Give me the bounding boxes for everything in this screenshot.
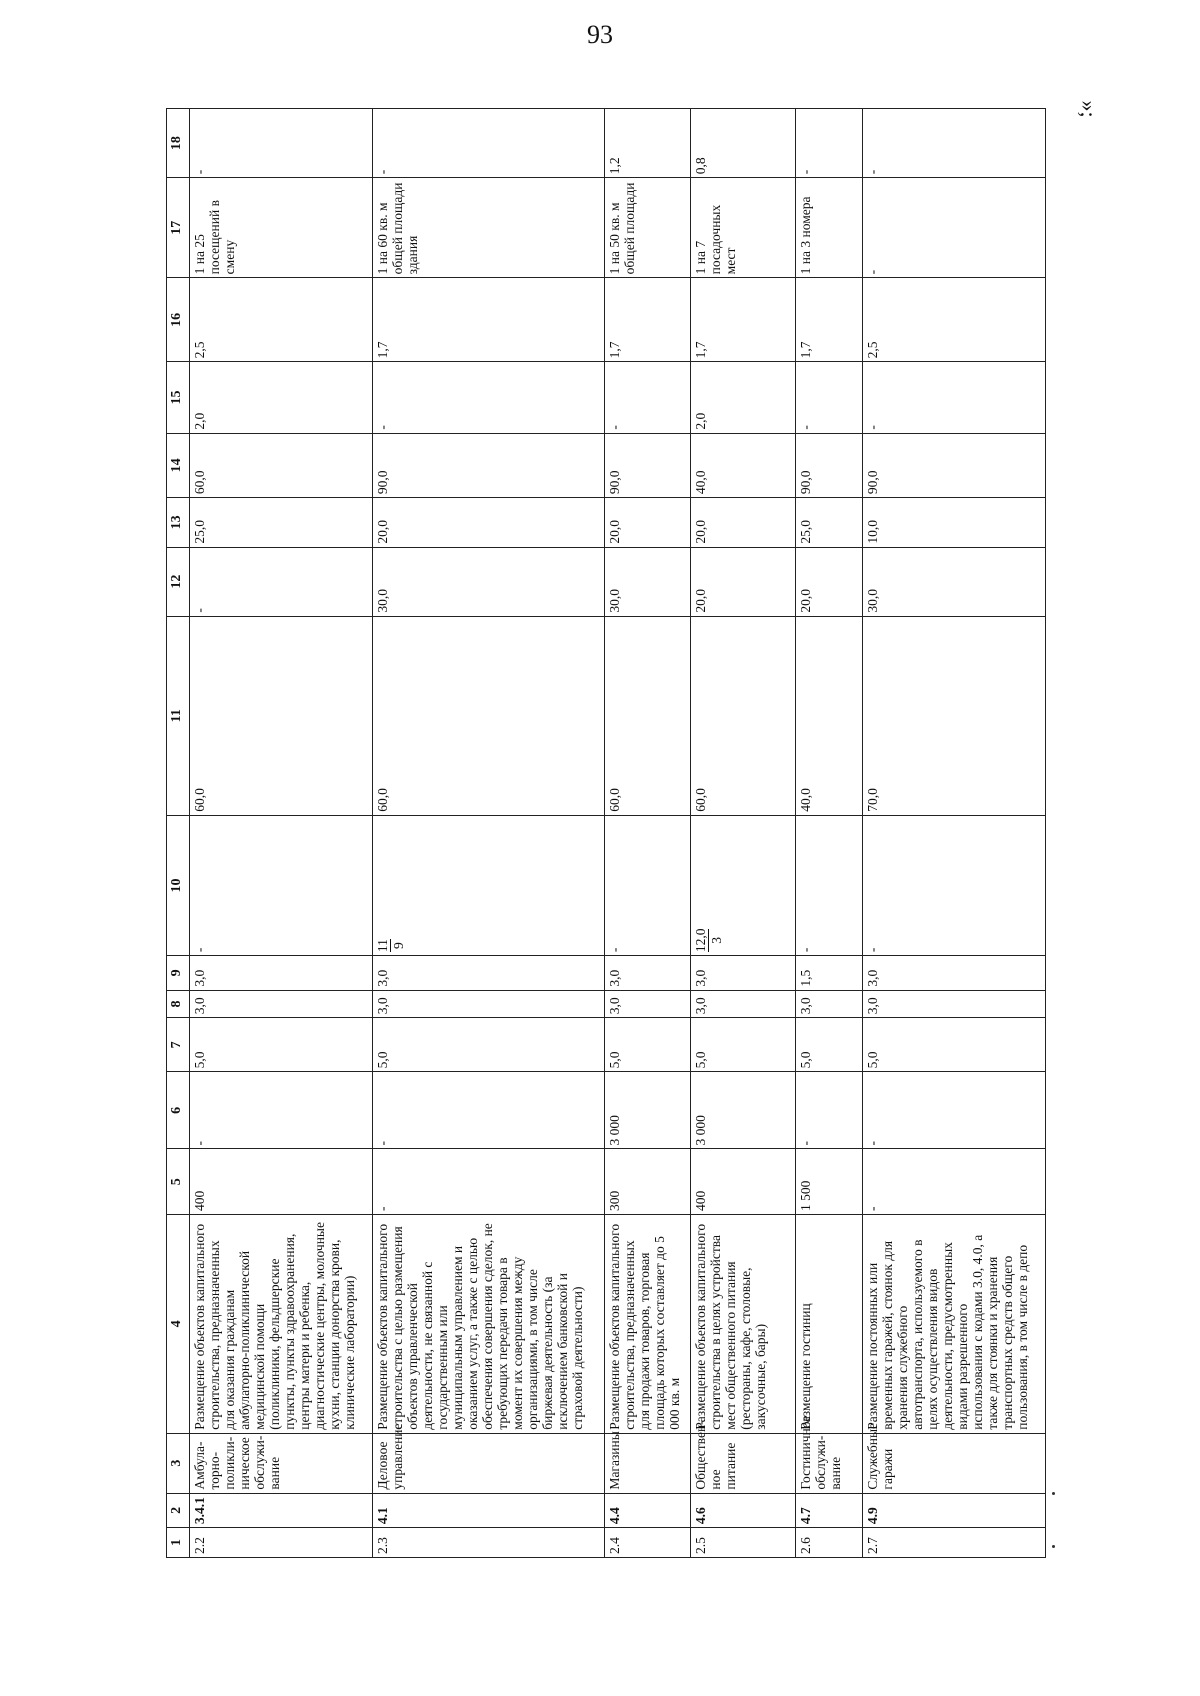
cell-col5: 400 [190,1149,373,1215]
col-header: 12 [167,547,190,616]
cell-col18: - [796,109,863,178]
table-row [604,109,690,1558]
cell-col8: 3,0 [862,990,1045,1018]
cell-col15: - [862,362,1045,433]
cell-col6: 3 000 [604,1072,690,1149]
cell-col15: - [604,362,690,433]
rotated-table-container [166,108,1046,1558]
cell-col17: 1 на 3 номера [796,178,863,278]
cell-row-number: 2.4 [604,1528,690,1558]
cell-col18: 1,2 [604,109,690,178]
col-header: 1 [167,1528,190,1558]
cell-col12: 20,0 [796,547,863,616]
cell-col16: 1,7 [373,278,604,362]
fraction-bottom: 9 [391,942,407,950]
cell-col11: 60,0 [373,616,604,815]
fraction [798,948,813,953]
cell-col12: 20,0 [690,547,796,616]
fraction-top: 11 [375,939,391,953]
cell-row-number: 2.7 [862,1528,1045,1558]
cell-col16: 2,5 [190,278,373,362]
cell-col13: 20,0 [604,498,690,547]
col-header: 3 [167,1433,190,1493]
cell-col7: 5,0 [796,1018,863,1072]
cell-col17: 1 на 25 посещений в смену [190,178,373,278]
cell-col9: 3,0 [862,956,1045,991]
col-header: 9 [167,956,190,991]
fraction [192,948,207,953]
cell-col13: 20,0 [690,498,796,547]
closing-quote-mark: »; [1076,100,1102,118]
cell-description: Размещение объектов капитального строительства, предназначенных для оказания гражданам амбулаторно-поликлинической медицинской помощи (поликлиники, фельдшерские пункты, пункты здравоохранения, центры матери и ребенка, диагностические центры, молочные кухни, станции донорства крови, клинические лаборатории) [190,1215,373,1434]
cell-description: Размещение постоянных или временных гаражей, стоянок для хранения служебного автотранспорта, используемого в целях осуществления видов деятельности, предусмотренных видами разрешенного использования с кодами 3.0, 4.0, а также для стоянки и хранения транспортных средств общего пользования, в том числе в депо [862,1215,1045,1434]
cell-col11: 40,0 [796,616,863,815]
col-header: 14 [167,433,190,497]
cell-description: Размещение объектов капитального строительства, предназначенных для продажи товаров, торговая площадь которых составляет до 5 000 кв. м [604,1215,690,1434]
cell-description: Размещение объектов капитального строительства с целью размещения объектов управленческой деятельности, не связанной с государственным или муниципальным управлением и оказанием услуг, а также с целью обеспечения совершения сделок, не требующих передачи товара в момент их совершения между организациями, в том числе биржевая деятельность (за исключением банковской и страховой деятельности) [373,1215,604,1434]
cell-col8: 3,0 [796,990,863,1018]
cell-col8: 3,0 [604,990,690,1018]
cell-code: 4.6 [690,1493,796,1528]
fraction-top: - [864,947,880,953]
cell-col7: 5,0 [862,1018,1045,1072]
cell-col16: 1,7 [690,278,796,362]
cell-col14: 40,0 [690,433,796,497]
cell-col11: 60,0 [690,616,796,815]
fraction-top: - [606,947,622,953]
cell-col5: - [373,1149,604,1215]
cell-col5: 400 [690,1149,796,1215]
cell-col9: 3,0 [373,956,604,991]
cell-use-name: Амбула-торно-поликли-ническое обслужи-вание [190,1433,373,1493]
col-header: 7 [167,1018,190,1072]
cell-code: 3.4.1 [190,1493,373,1528]
cell-code: 4.9 [862,1493,1045,1528]
cell-col12: - [190,547,373,616]
cell-col6: - [862,1072,1045,1149]
cell-col15: - [796,362,863,433]
cell-row-number: 2.3 [373,1528,604,1558]
fraction [693,929,724,953]
cell-col14: 60,0 [190,433,373,497]
col-header: 18 [167,109,190,178]
col-header: 11 [167,616,190,815]
cell-col10 [690,815,796,955]
page-number: 93 [587,20,613,49]
cell-col11: 60,0 [190,616,373,815]
col-header: 5 [167,1149,190,1215]
cell-col18: - [862,109,1045,178]
cell-col6: 3 000 [690,1072,796,1149]
cell-col13: 25,0 [190,498,373,547]
cell-col10 [373,815,604,955]
scan-dot [1052,1492,1055,1495]
cell-col14: 90,0 [862,433,1045,497]
col-header: 10 [167,815,190,955]
cell-col13: 10,0 [862,498,1045,547]
cell-use-name: Гостиничное обслужи-вание [796,1433,863,1493]
cell-col17: 1 на 50 кв. м общей площади [604,178,690,278]
table-row [190,109,373,1558]
col-header: 15 [167,362,190,433]
cell-col9: 3,0 [604,956,690,991]
cell-col7: 5,0 [604,1018,690,1072]
scan-dot [1052,1545,1055,1548]
fraction [607,948,622,953]
cell-col6: - [190,1072,373,1149]
cell-col5: - [862,1149,1045,1215]
cell-col7: 5,0 [190,1018,373,1072]
zoning-parameters-table [166,108,1046,1558]
cell-col10 [796,815,863,955]
cell-code: 4.7 [796,1493,863,1528]
col-header: 16 [167,278,190,362]
cell-use-name: Обществен-ное питание [690,1433,796,1493]
table-row [796,109,863,1558]
cell-col14: 90,0 [604,433,690,497]
fraction [865,948,880,953]
cell-col11: 70,0 [862,616,1045,815]
cell-col8: 3,0 [373,990,604,1018]
cell-col6: - [373,1072,604,1149]
col-header: 8 [167,990,190,1018]
col-header: 17 [167,178,190,278]
cell-col15: - [373,362,604,433]
header-row [167,109,190,1558]
cell-col6: - [796,1072,863,1149]
cell-col14: 90,0 [373,433,604,497]
cell-col13: 25,0 [796,498,863,547]
cell-col12: 30,0 [373,547,604,616]
fraction-top: - [192,947,207,953]
cell-col17: 1 на 60 кв. м общей площади здания [373,178,604,278]
cell-col16: 2,5 [862,278,1045,362]
col-header: 2 [167,1493,190,1528]
cell-col12: 30,0 [862,547,1045,616]
table-row [690,109,796,1558]
fraction-bottom: 3 [708,936,724,944]
cell-col5: 1 500 [796,1149,863,1215]
cell-code: 4.1 [373,1493,604,1528]
fraction-top: - [798,947,814,953]
fraction-top: 12,0 [692,928,708,953]
col-header: 13 [167,498,190,547]
cell-use-name: Деловое управление [373,1433,604,1493]
cell-col17: - [862,178,1045,278]
cell-col7: 5,0 [690,1018,796,1072]
cell-use-name: Служебные гаражи [862,1433,1045,1493]
cell-col8: 3,0 [690,990,796,1018]
cell-col16: 1,7 [604,278,690,362]
cell-row-number: 2.6 [796,1528,863,1558]
cell-col15: 2,0 [690,362,796,433]
cell-col7: 5,0 [373,1018,604,1072]
cell-description: Размещение гостиниц [796,1215,863,1434]
col-header: 6 [167,1072,190,1149]
cell-col9: 1,5 [796,956,863,991]
cell-col8: 3,0 [190,990,373,1018]
table-row [862,109,1045,1558]
fraction [375,939,406,952]
cell-col12: 30,0 [604,547,690,616]
cell-col11: 60,0 [604,616,690,815]
cell-col16: 1,7 [796,278,863,362]
cell-col15: 2,0 [190,362,373,433]
cell-col17: 1 на 7 посадочных мест [690,178,796,278]
cell-col10 [604,815,690,955]
cell-col18: - [190,109,373,178]
cell-use-name: Магазины [604,1433,690,1493]
cell-col18: - [373,109,604,178]
cell-col9: 3,0 [690,956,796,991]
col-header: 4 [167,1215,190,1434]
cell-description: Размещение объектов капитального строительства в целях устройства мест общественного питания (рестораны, кафе, столовые, закусочные, бары) [690,1215,796,1434]
cell-col10 [190,815,373,955]
cell-code: 4.4 [604,1493,690,1528]
cell-col18: 0,8 [690,109,796,178]
cell-col13: 20,0 [373,498,604,547]
cell-col10 [862,815,1045,955]
cell-row-number: 2.5 [690,1528,796,1558]
cell-col5: 300 [604,1149,690,1215]
cell-col14: 90,0 [796,433,863,497]
cell-row-number: 2.2 [190,1528,373,1558]
cell-col9: 3,0 [190,956,373,991]
table-row [373,109,604,1558]
